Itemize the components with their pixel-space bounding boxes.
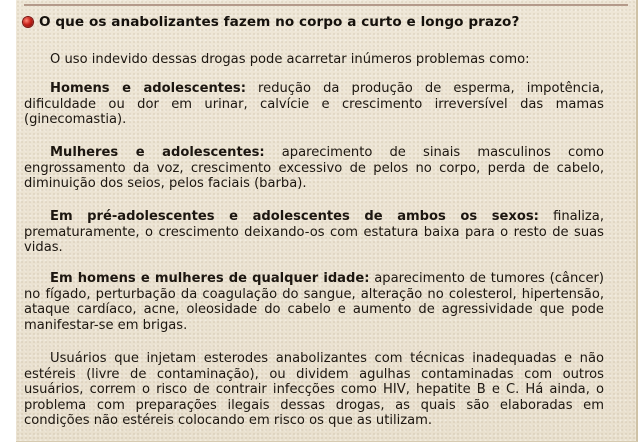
paragraph-label: Mulheres e adolescentes: bbox=[50, 145, 265, 160]
paragraph-pre-adolescents bbox=[24, 209, 604, 256]
paragraph-text: aparecimento de tumores (câncer) no fígado, perturbação da coagulação do sangue, alteração no colesterol, hipertensão, ataque cardíaco, acne, oleosidade do cabelo e aumento de agressividade que pode manifestar-se em brigas. bbox=[24, 271, 604, 333]
paragraph-any-age bbox=[24, 271, 604, 333]
top-divider bbox=[24, 4, 628, 6]
paragraph-text: aparecimento de sinais masculinos como engrossamento da voz, crescimento excessivo de pelos no corpo, perda de cabelo, diminuição dos seios, pelos faciais (barba). bbox=[24, 145, 604, 191]
paragraph-text: redução da produção de esperma, impotência, dificuldade ou dor em urinar, calvície e crescimento irreversível das mamas (ginecomastia). bbox=[24, 81, 605, 127]
closing-paragraph: Usuários que injetam esterodes anabolizantes com técnicas inadequadas e não estéreis (livre de contaminação), ou dividem agulhas contaminadas com outros usuários, correm o risco de contrair infecções como HIV, hepatite B e C. Há ainda, o problema com preparações ilegais dessas drogas, as quais são elaboradas em condições não estéreis colocando em risco os que as utilizam. bbox=[24, 351, 604, 428]
article-panel bbox=[16, 0, 638, 442]
intro-paragraph: O uso indevido dessas drogas pode acarretar inúmeros problemas como: bbox=[50, 52, 530, 67]
paragraph-label: Em pré-adolescentes e adolescentes de ambos os sexos: bbox=[50, 209, 539, 224]
paragraph-text: finaliza, prematuramente, o crescimento deixando-os com estatura baixa para o resto de suas vidas. bbox=[24, 209, 604, 255]
heading-text: O que os anabolizantes fazem no corpo a curto e longo prazo? bbox=[39, 14, 520, 30]
paragraph-women-adolescents bbox=[24, 145, 604, 192]
paragraph-men-adolescents bbox=[24, 81, 604, 128]
paragraph-label: Em homens e mulheres de qualquer idade: bbox=[50, 271, 370, 286]
paragraph-label: Homens e adolescentes: bbox=[50, 81, 246, 96]
red-bullet-icon bbox=[23, 17, 33, 27]
section-heading bbox=[23, 14, 519, 30]
